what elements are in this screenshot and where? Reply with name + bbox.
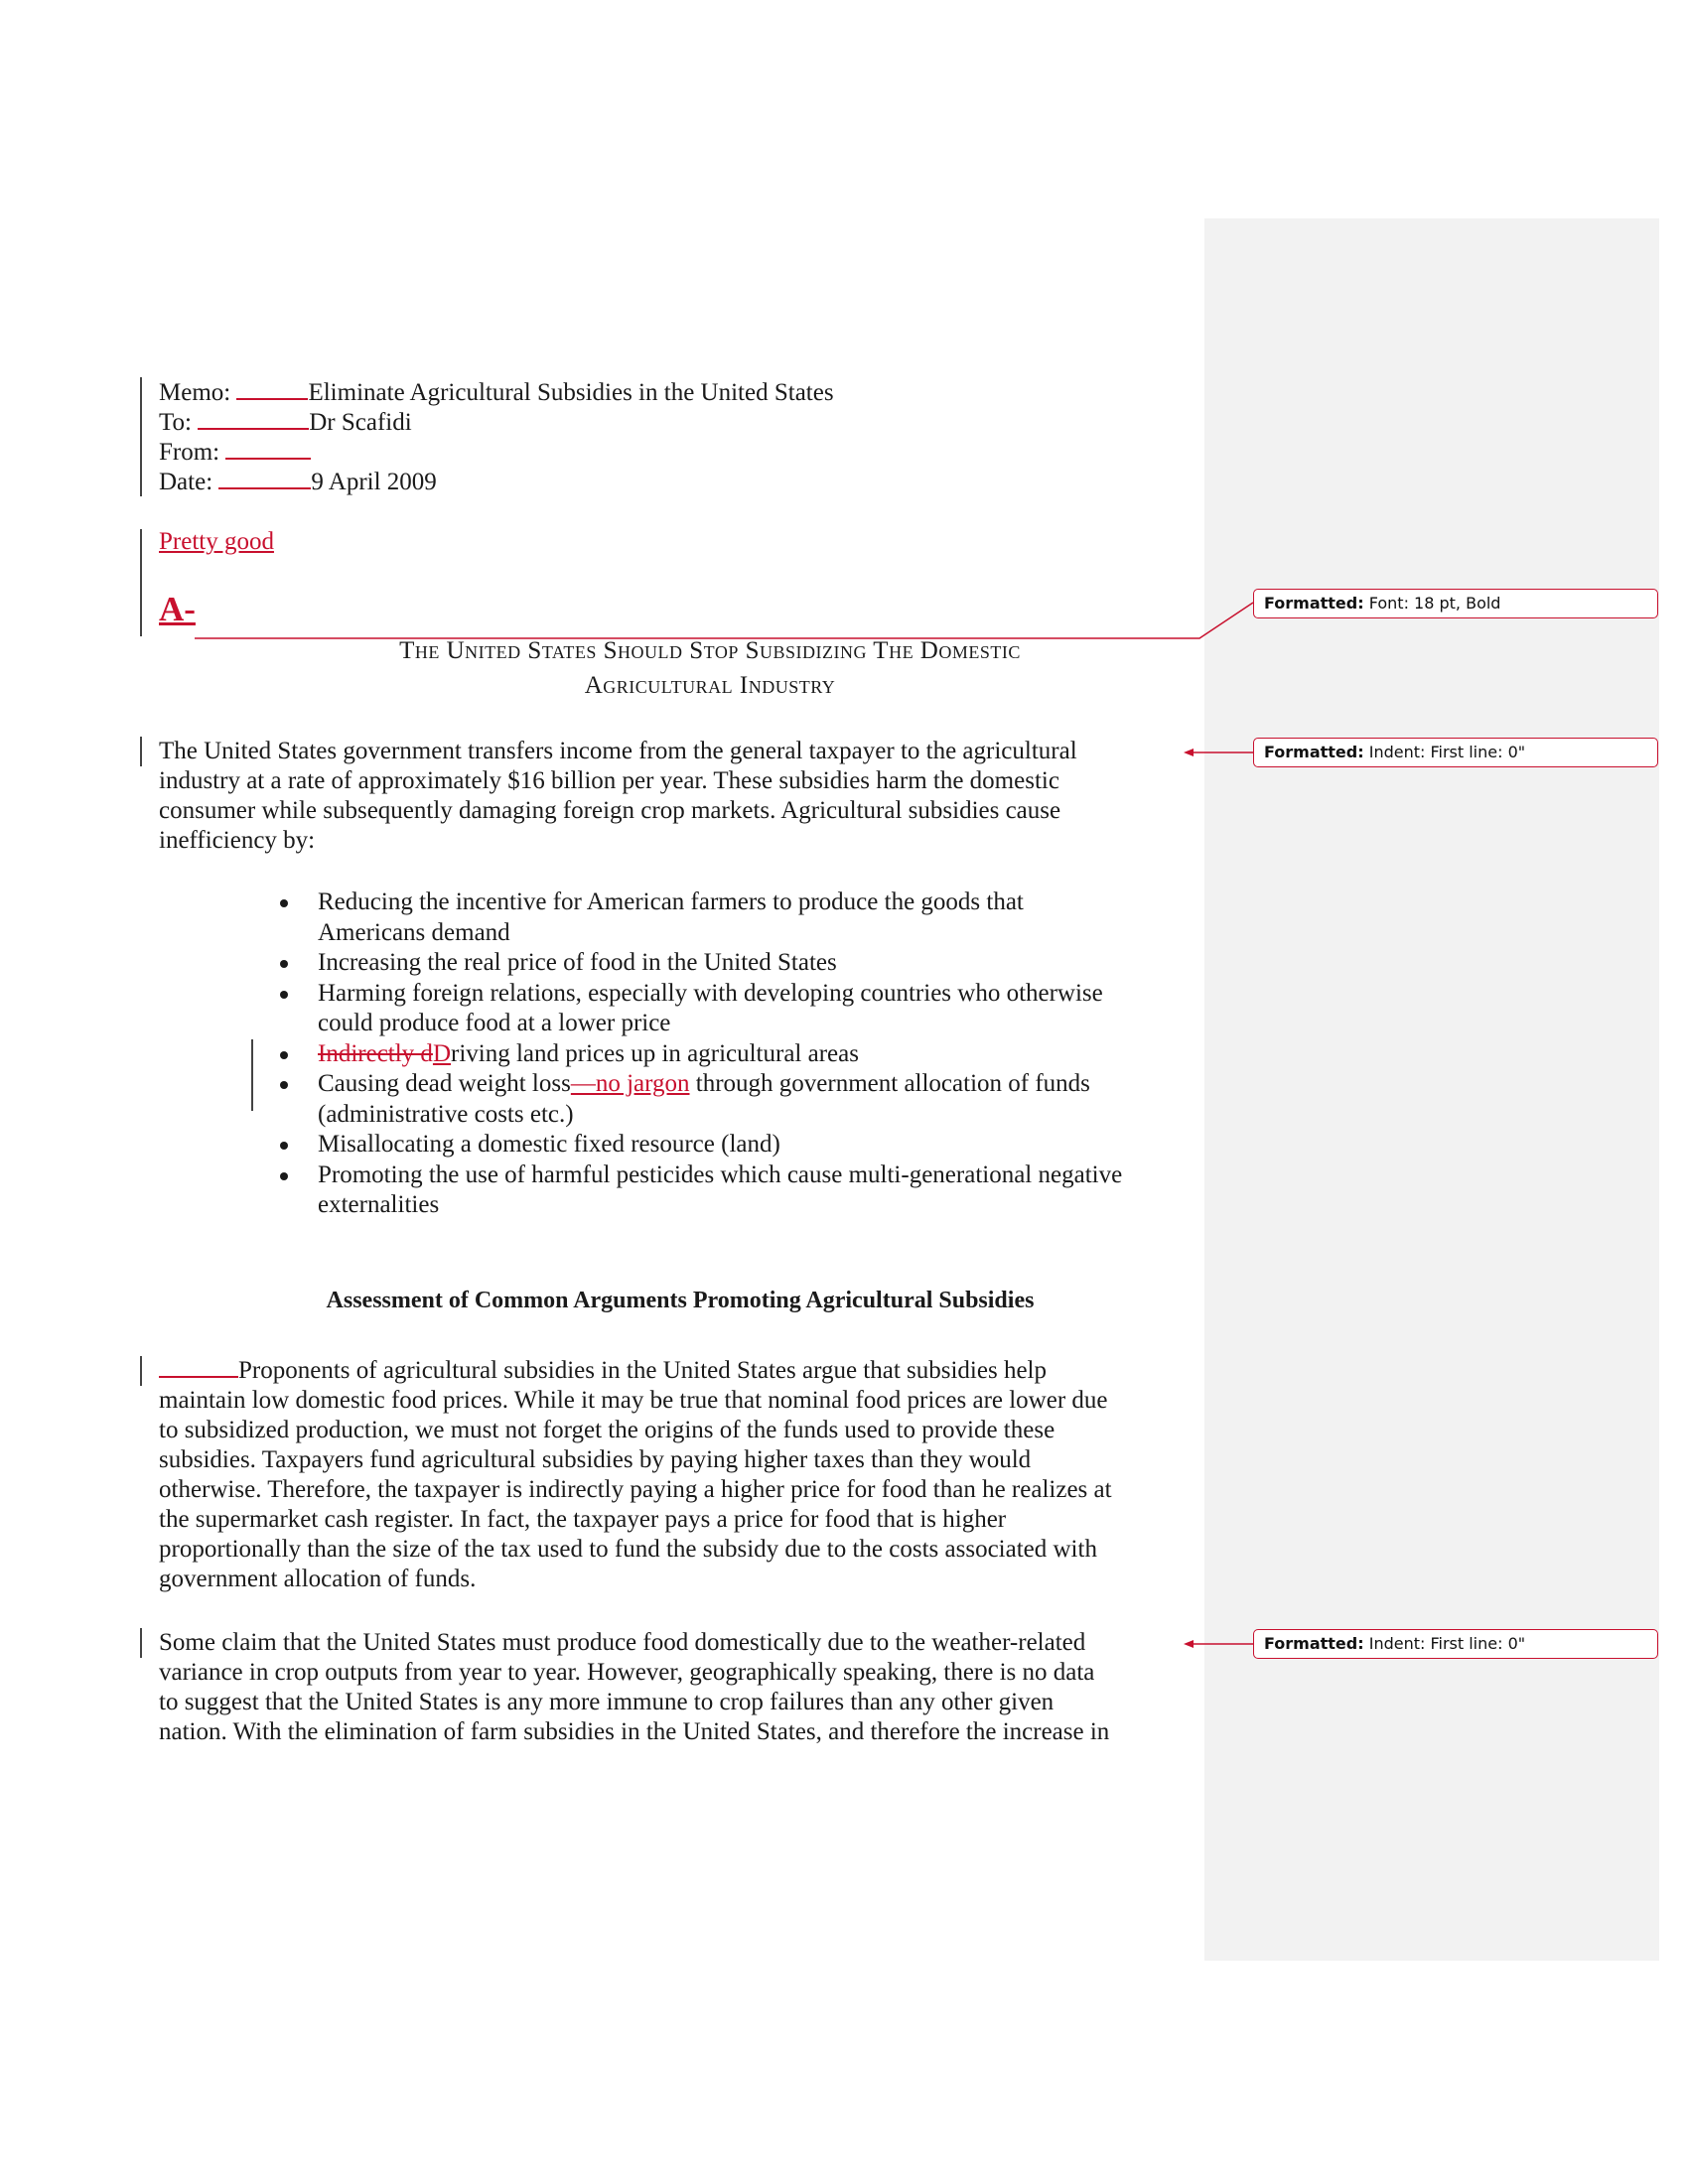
balloon-sep: : bbox=[1357, 743, 1364, 761]
connector-arrow-3 bbox=[1184, 1640, 1194, 1648]
list-item-text: Misallocating a domestic fixed resource (land) bbox=[318, 1131, 780, 1158]
para3-line-3: to suggest that the United States is any more immune to crop failures than any other given bbox=[159, 1689, 1055, 1715]
date-value: 9 April 2009 bbox=[311, 469, 437, 495]
intro-line-2: industry at a rate of approximately $16 billion per year. These subsidies harm the domestic bbox=[159, 767, 1059, 794]
formatting-balloon-3[interactable] bbox=[1253, 1629, 1658, 1659]
list-item-text: Promoting the use of harmful pesticides which cause multi-generational negative bbox=[318, 1160, 1123, 1188]
intro-line-3: consumer while subsequently damaging foreign crop markets. Agricultural subsidies cause bbox=[159, 797, 1061, 824]
from-label: From: bbox=[159, 439, 220, 466]
date-label: Date: bbox=[159, 469, 213, 495]
para2-line-5: otherwise. Therefore, the taxpayer is indirectly paying a higher price for food than he realizes at bbox=[159, 1476, 1112, 1503]
para2-line-6: the supermarket cash register. In fact, the taxpayer pays a price for food that is higher bbox=[159, 1506, 1007, 1533]
connector-line-1 bbox=[195, 603, 1253, 638]
para2-line-2: maintain low domestic food prices. While it may be true that nominal food prices are lower due bbox=[159, 1387, 1108, 1414]
balloon-text: Font: 18 pt, Bold bbox=[1363, 594, 1501, 613]
list-item-text: through government allocation of funds bbox=[689, 1070, 1090, 1097]
para2-line-4: subsidies. Taxpayers fund agricultural subsidies by paying higher taxes than they would bbox=[159, 1446, 1032, 1473]
balloon-label: Formatted bbox=[1264, 1634, 1358, 1653]
memo-subject: Eliminate Agricultural Subsidies in the United States bbox=[308, 379, 834, 406]
connector-arrow-2 bbox=[1184, 749, 1194, 756]
memo-label: Memo: bbox=[159, 379, 231, 406]
balloon-sep: : bbox=[1357, 594, 1364, 613]
balloon-label: Formatted bbox=[1264, 743, 1358, 761]
list-item-text: externalities bbox=[318, 1191, 440, 1218]
grader-comment: Pretty good bbox=[159, 528, 274, 555]
list-item-text: Harming foreign relations, especially with developing countries who otherwise bbox=[318, 979, 1103, 1007]
para2-text: Proponents of agricultural subsidies in the United States argue that subsidies help bbox=[238, 1357, 1047, 1384]
para3-line-2: variance in crop outputs from year to year. However, geographically speaking, there is no data bbox=[159, 1659, 1095, 1686]
list-item-text: Americans demand bbox=[318, 918, 510, 946]
list-item-text: riving land prices up in agricultural areas bbox=[451, 1039, 859, 1067]
deleted-text: Indirectly d bbox=[318, 1039, 433, 1067]
formatting-balloon-2[interactable] bbox=[1253, 738, 1658, 767]
para3-line-1: Some claim that the United States must produce food domestically due to the weather-related bbox=[159, 1629, 1086, 1656]
list-item-text: could produce food at a lower price bbox=[318, 1010, 671, 1036]
list-item-text: (administrative costs etc.) bbox=[318, 1100, 574, 1128]
balloon-label: Formatted bbox=[1264, 594, 1358, 613]
balloon-text: Indent: First line: 0" bbox=[1363, 743, 1526, 761]
para2-line-3: to subsidized production, we must not forget the origins of the funds used to provide these bbox=[159, 1417, 1055, 1443]
list-item-text: Increasing the real price of food in the United States bbox=[318, 949, 837, 976]
to-label: To: bbox=[159, 409, 192, 436]
memo-title-line2: Agricultural Industry bbox=[584, 672, 836, 699]
grade: A- bbox=[159, 590, 196, 628]
list-item-text: Reducing the incentive for American farmers to produce the goods that bbox=[318, 888, 1024, 915]
para2-line-7: proportionally than the size of the tax used to fund the subsidy due to the costs associated with bbox=[159, 1536, 1097, 1563]
balloon-sep: : bbox=[1357, 1634, 1364, 1653]
para3-line-4: nation. With the elimination of farm subsidies in the United States, and therefore the increase in bbox=[159, 1718, 1110, 1745]
intro-line-1: The United States government transfers income from the general taxpayer to the agricultural bbox=[159, 738, 1077, 764]
balloon-text: Indent: First line: 0" bbox=[1363, 1634, 1526, 1653]
to-value: Dr Scafidi bbox=[309, 409, 412, 436]
list-item-text: Causing dead weight loss bbox=[318, 1070, 571, 1097]
intro-line-4: inefficiency by: bbox=[159, 827, 316, 854]
section-heading: Assessment of Common Arguments Promoting Agricultural Subsidies bbox=[326, 1288, 1035, 1313]
formatting-balloon-1[interactable] bbox=[1253, 589, 1658, 618]
inserted-text: D bbox=[432, 1039, 451, 1067]
para2-line-8: government allocation of funds. bbox=[159, 1566, 477, 1592]
memo-title-line1: The United States Should Stop Subsidizing The Domestic bbox=[399, 637, 1021, 664]
inserted-comment: —no jargon bbox=[570, 1070, 690, 1097]
